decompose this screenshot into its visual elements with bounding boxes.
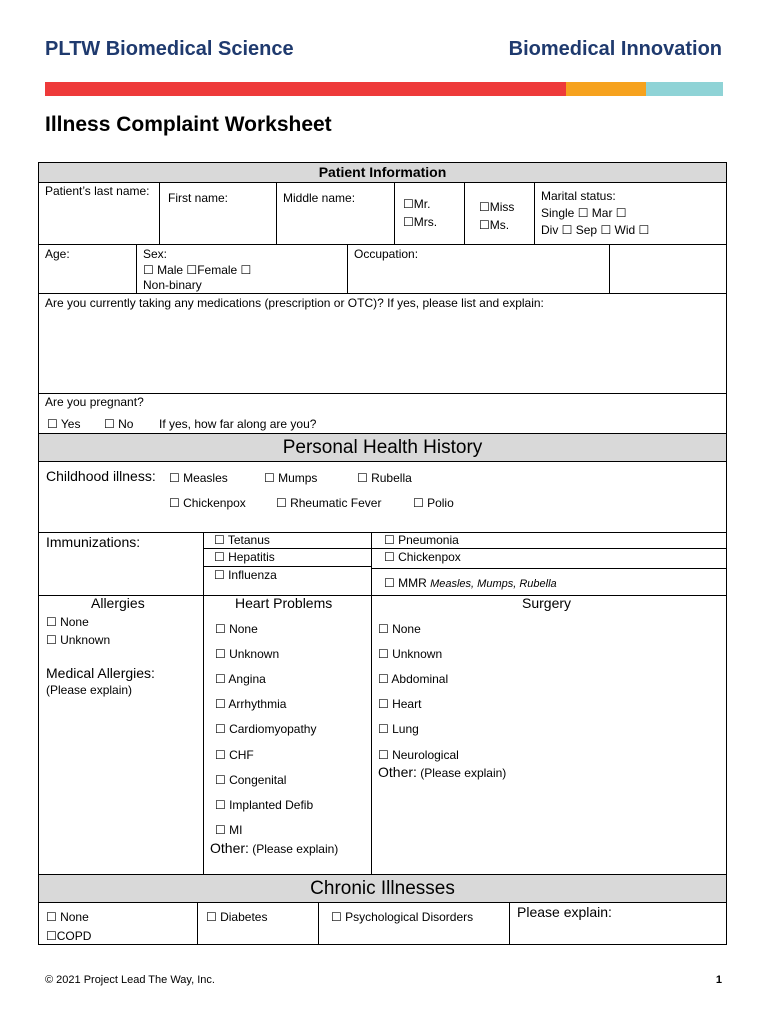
occupation-extra-cell [609,244,726,294]
surgery-abdominal[interactable]: ☐ Abdominal [378,672,449,686]
sex-label: Sex: [143,247,168,261]
right-border [726,294,727,433]
last-name-field[interactable] [39,182,159,244]
pneumonia-label: ☐ Pneumonia [384,533,459,547]
chronic-explain-cell[interactable] [509,902,726,944]
surgery-other-explain: (Please explain) [420,766,507,780]
immunization-tetanus[interactable] [203,532,371,548]
age-label: Age: [45,247,70,261]
course-title: PLTW Biomedical Science [45,38,294,60]
divider [38,393,727,394]
chronic-col3 [318,902,509,944]
heart-other-explain: (Please explain) [252,842,339,856]
immunization-pneumonia[interactable] [371,532,726,548]
heart-other-label: Other: [210,840,249,856]
medical-allergies-label: Medical Allergies: [46,665,155,681]
age-field[interactable] [39,244,136,294]
document-title: Illness Complaint Worksheet [45,113,332,136]
heart-cardiomyopathy[interactable]: ☐ Cardiomyopathy [215,722,317,736]
chronic-header: Chronic Illnesses [39,875,726,902]
medications-answer-area[interactable] [40,313,724,391]
allergies-title: Allergies [91,595,145,611]
heart-other [210,841,338,857]
sex-options[interactable]: ☐ Male ☐Female ☐ [143,263,252,277]
surgery-lung[interactable]: ☐ Lung [378,722,419,736]
unit-title: Biomedical Innovation [508,38,722,60]
heart-chf[interactable]: ☐ CHF [215,748,254,762]
surgery-none[interactable]: ☐ None [378,622,421,636]
childhood-mumps[interactable]: ☐ Mumps [264,471,318,485]
heart-mi[interactable]: ☐ MI [215,823,243,837]
mmr-note: Measles, Mumps, Rubella [430,578,557,590]
personal-history-header: Personal Health History [39,434,726,461]
chronic-psych[interactable]: ☐ Psychological Disorders [331,910,474,924]
surgery-unknown[interactable]: ☐ Unknown [378,647,443,661]
heart-congenital[interactable]: ☐ Congenital [215,773,287,787]
chronic-explain-label: Please explain: [517,904,612,920]
chronic-none[interactable]: ☐ None [46,910,89,924]
surgery-other-label: Other: [378,764,417,780]
first-name-label: First name: [168,191,229,205]
color-bar-orange [566,82,646,96]
chronic-diabetes[interactable]: ☐ Diabetes [206,910,268,924]
childhood-measles[interactable]: ☐ Measles [169,471,228,485]
sex-field [136,244,347,294]
chronic-col1 [39,902,197,944]
pregnant-question: Are you pregnant? [45,395,144,409]
marital-status [534,182,726,244]
immunization-influenza[interactable] [203,566,371,595]
title-miss-checkbox[interactable]: ☐Miss [479,200,515,214]
childhood-rheumatic-fever[interactable]: ☐ Rheumatic Fever [276,496,382,510]
immunizations-label-cell [39,532,203,595]
surgery-neurological[interactable]: ☐ Neurological [378,748,459,762]
title-ms-checkbox[interactable]: ☐Ms. [479,218,510,232]
chronic-illness-table [38,874,727,945]
color-bar-teal [646,82,723,96]
medical-allergies-explain: (Please explain) [46,683,133,697]
surgery-other [378,765,506,781]
heart-angina[interactable]: ☐ Angina [215,672,266,686]
marital-options-row2[interactable]: Div ☐ Sep ☐ Wid ☐ [541,223,650,237]
immunizations-label: Immunizations: [46,534,141,550]
childhood-rubella[interactable]: ☐ Rubella [357,471,412,485]
middle-name-label: Middle name: [283,191,356,205]
color-bar [45,82,723,96]
childhood-polio[interactable]: ☐ Polio [413,496,454,510]
copyright: © 2021 Project Lead The Way, Inc. [45,974,215,986]
childhood-label: Childhood illness: [46,468,156,484]
occupation-label: Occupation: [354,247,419,261]
marital-options-row1[interactable]: Single ☐ Mar ☐ [541,206,627,220]
last-name-label: Patient’s last name: [45,184,150,198]
pregnant-yes-checkbox[interactable]: ☐ Yes [47,417,81,431]
surgery-title: Surgery [522,595,572,611]
heart-problems-title: Heart Problems [235,595,333,611]
middle-name-field[interactable] [276,182,394,244]
heart-unknown[interactable]: ☐ Unknown [215,647,280,661]
pregnant-no-checkbox[interactable]: ☐ No [104,417,134,431]
color-bar-red [45,82,566,96]
title-miss-ms [464,182,534,244]
chronic-copd[interactable]: ☐COPD [46,929,92,943]
heart-implanted-defib[interactable]: ☐ Implanted Defib [215,798,314,812]
pregnant-followup: If yes, how far along are you? [159,417,317,431]
personal-history-table [38,433,727,875]
medications-question: Are you currently taking any medications (prescription or OTC)? If yes, please list and explain: [45,296,544,310]
allergies-none[interactable]: ☐ None [46,615,89,629]
heart-arrhythmia[interactable]: ☐ Arrhythmia [215,697,287,711]
immunization-mmr[interactable] [371,568,726,595]
page-number: 1 [715,974,722,986]
sex-options-nonbinary[interactable]: Non-binary [143,278,202,292]
tetanus-label: ☐ Tetanus [214,533,270,547]
heart-none[interactable]: ☐ None [215,622,258,636]
patient-info-table [38,162,727,294]
chronic-col2 [197,902,318,944]
title-mrs-checkbox[interactable]: ☐Mrs. [403,215,438,229]
childhood-chickenpox[interactable]: ☐ Chickenpox [169,496,246,510]
occupation-field[interactable] [347,244,609,294]
influenza-label: ☐ Influenza [214,568,277,582]
left-border [38,294,39,433]
surgery-column [371,595,726,875]
patient-info-header: Patient Information [39,163,726,182]
hepatitis-label: ☐ Hepatitis [214,550,275,564]
title-mr-checkbox[interactable]: ☐Mr. [403,197,431,211]
allergies-unknown[interactable]: ☐ Unknown [46,633,111,647]
marital-label: Marital status: [541,189,616,203]
mmr-label: ☐ MMR [384,576,427,590]
chickenpox-label: ☐ Chickenpox [384,550,461,564]
immunization-chickenpox[interactable] [371,548,726,568]
surgery-heart[interactable]: ☐ Heart [378,697,422,711]
first-name-field[interactable] [159,182,276,244]
title-mr-mrs [394,182,464,244]
immunization-hepatitis[interactable] [203,548,371,566]
